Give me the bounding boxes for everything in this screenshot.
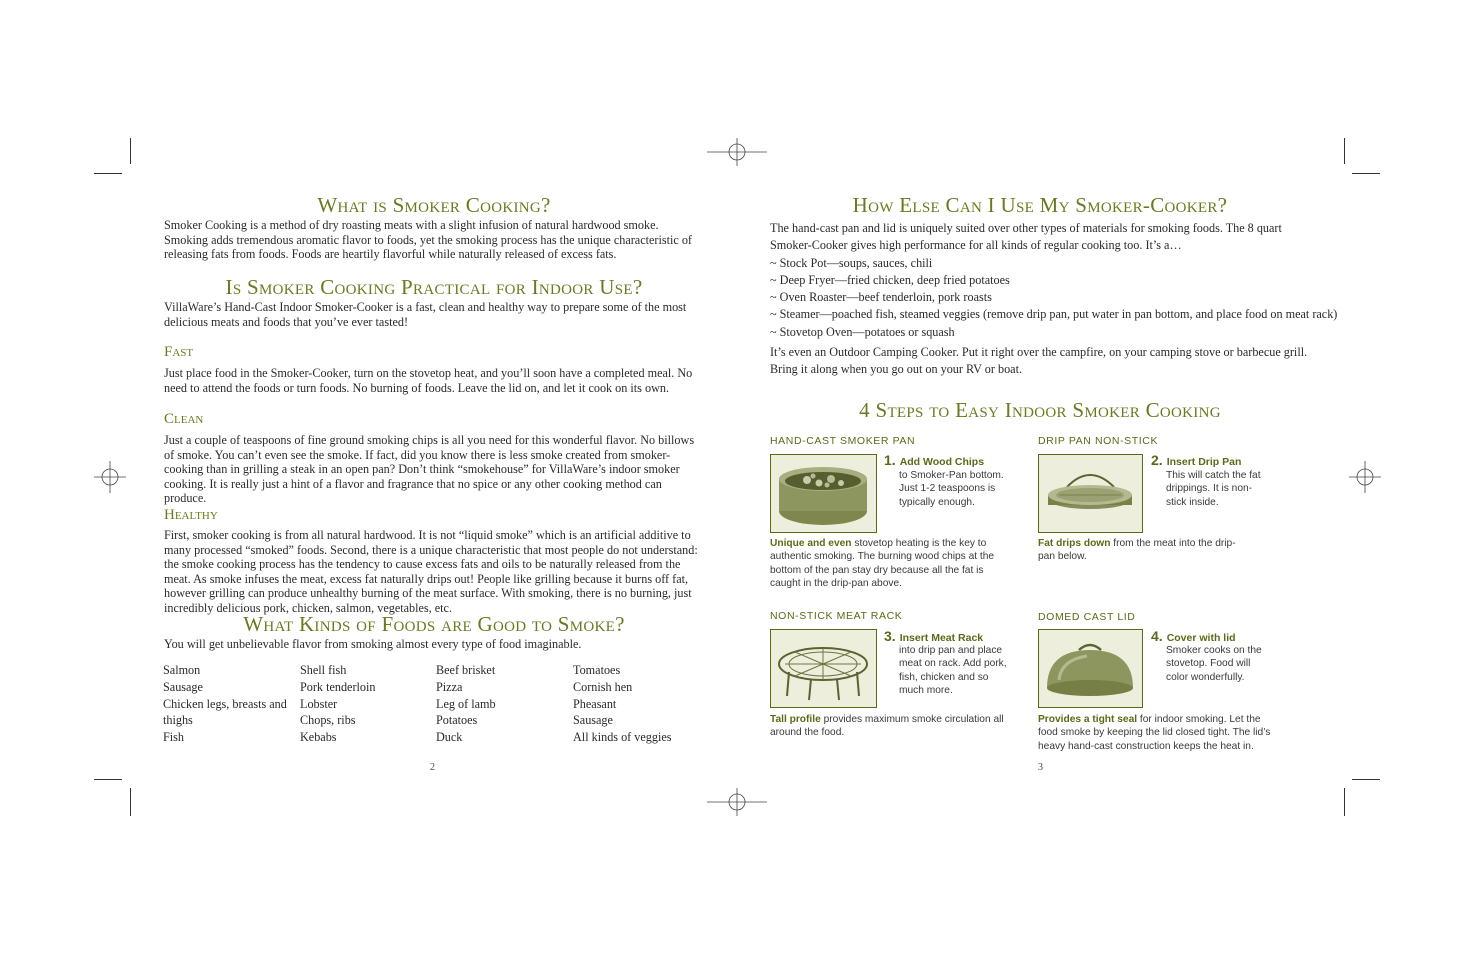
list-item: ~ Deep Fryer—fried chicken, deep fried potatoes: [770, 273, 1010, 287]
food-item: Shell fish: [300, 663, 347, 677]
food-item: Salmon: [163, 663, 201, 677]
caption-bold: Tall profile: [770, 714, 821, 725]
food-item: Potatoes: [436, 713, 478, 728]
food-item: Beef brisket: [436, 663, 496, 677]
step-number: 1.: [884, 452, 896, 468]
foods-column: [163, 662, 287, 746]
foods-column: [300, 662, 375, 746]
smoker-pan-icon: [771, 455, 876, 532]
foods-table: [163, 662, 703, 748]
food-item: Chicken legs, breasts and: [163, 696, 287, 711]
step-number: 4.: [1151, 628, 1163, 644]
food-item: Pheasant: [573, 696, 617, 711]
domed-lid-icon: [1039, 630, 1142, 707]
subheading-clean: Clean: [164, 411, 204, 427]
paragraph-foods: You will get unbelievable flavor from smoking almost every type of food imaginable.: [164, 637, 582, 651]
step-description: into drip pan and place meat on rack. Add pork, fish, chicken and so much more.: [899, 645, 1007, 697]
food-item: thighs: [163, 713, 193, 728]
step-heading: [884, 452, 984, 470]
food-item: Sausage: [573, 713, 613, 728]
subheading-healthy: Healthy: [164, 507, 218, 523]
heading-what-is-smoker-cooking: What is Smoker Cooking?: [317, 193, 551, 217]
paragraph-camping-line: It’s even an Outdoor Camping Cooker. Put it right over the campfire, on your camping stove or barbecue grill.: [770, 345, 1308, 359]
heading-four-steps: 4 Steps to Easy Indoor Smoker Cooking: [859, 398, 1221, 422]
step-label: NON-STICK MEAT RACK: [770, 610, 903, 622]
paragraph-camping-line: Bring it along when you go out on your RV or boat.: [770, 362, 1023, 376]
list-item: ~ Stovetop Oven—potatoes or squash: [770, 325, 955, 339]
food-item: Pizza: [436, 679, 463, 694]
registration-mark-bottom-icon: [707, 786, 767, 818]
registration-mark-left-icon: [94, 461, 126, 493]
step-title: Add Wood Chips: [899, 456, 985, 468]
page-number-right: 3: [1038, 762, 1043, 773]
paragraph-else-line: Smoker-Cooker gives high performance for all kinds of regular cooking too. It’s a…: [770, 238, 1182, 252]
meat-rack-icon: [771, 630, 876, 707]
drip-pan-icon: [1039, 455, 1142, 532]
food-item: Pork tenderloin: [300, 679, 376, 694]
caption-bold: Fat drips down: [1038, 538, 1111, 549]
smoker-pan-photo: [770, 454, 877, 533]
subheading-fast: Fast: [164, 344, 194, 360]
food-item: Fish: [163, 730, 185, 745]
paragraph-practical: VillaWare’s Hand-Cast Indoor Smoker-Cooker is a fast, clean and healthy way to prepare some of the most delicious meats and foods that you’ve ever tasted!: [164, 300, 687, 329]
step-description: to Smoker-Pan bottom. Just 1-2 teaspoons is typically enough.: [899, 470, 1004, 508]
food-item: Tomatoes: [573, 663, 621, 677]
paragraph-else-line: The hand-cast pan and lid is uniquely suited over other types of materials for smoking foods. The 8 quart: [770, 221, 1282, 235]
caption-bold: Unique and even: [770, 538, 852, 549]
foods-column: [573, 662, 672, 746]
paragraph-healthy: First, smoker cooking is from all natural hardwood. It is not “liquid smoke” which is an artificial additive to many processed “smoked” foods. Second, there is a unique characteristic that most people do not understand: the smoke cooking process has the tendency to cause excess fats and oils to be naturally released from the meat. As smoke infuses the meat, excess fat naturally drips out! People like grilling because it burns off fat, however grilling can produce unhealthy burning of the meat surface. With smoking, there is no burning, just incredibly delicious pork, chicken, salmon, vegetables, etc.: [164, 528, 698, 615]
food-item: Sausage: [163, 679, 203, 694]
step-description: This will catch the fat drippings. It is non-stick inside.: [1166, 470, 1261, 508]
step-heading: [1151, 452, 1241, 470]
food-item: Leg of lamb: [436, 696, 496, 711]
step-number: 2.: [1151, 452, 1163, 468]
paragraph-smoker-cooking: Smoker Cooking is a method of dry roasting meats with a slight infusion of natural hardwood smoke. Smoking adds tremendous aromatic flavor to foods, yet the smoking process has the unique characteristic of releasing fats from foods. Foods are heartily flavorful while naturally released of excess fats.: [164, 218, 692, 262]
step-title: Cover with lid: [1166, 632, 1236, 644]
step-label: HAND-CAST SMOKER PAN: [770, 435, 916, 447]
food-item: All kinds of veggies: [573, 730, 672, 745]
foods-column: [436, 662, 496, 746]
drip-pan-photo: [1038, 454, 1143, 533]
paragraph-fast: Just place food in the Smoker-Cooker, turn on the stovetop heat, and you’ll soon have a completed meal. No need to attend the foods or turn foods. No burning of foods. Leave the lid on, and let it cook on its own.: [164, 366, 693, 395]
heading-foods-to-smoke: What Kinds of Foods are Good to Smoke?: [243, 612, 625, 636]
step-caption: [770, 537, 1002, 591]
page-number-left: 2: [430, 762, 435, 773]
step-label: DRIP PAN NON-STICK: [1038, 435, 1159, 447]
step-description: Smoker cooks on the stovetop. Food will color wonderfully.: [1166, 645, 1262, 683]
list-item: ~ Oven Roaster—beef tenderloin, pork roasts: [770, 290, 992, 304]
heading-how-else: How Else Can I Use My Smoker-Cooker?: [852, 193, 1228, 217]
step-title: Insert Drip Pan: [1166, 456, 1242, 468]
step-title: Insert Meat Rack: [899, 632, 984, 644]
food-item: Duck: [436, 730, 463, 745]
caption-text: for indoor smoking. Let the food smoke by keeping the lid closed tight. The lid’s heavy hand-cast construction keeps the heat in.: [1038, 714, 1271, 752]
list-item: ~ Stock Pot—soups, sauces, chili: [770, 256, 933, 270]
caption-text: stovetop heating is the key to authentic smoking. The burning wood chips at the bottom of the pan stay dry because all the fat is caught in the drip-pan above.: [770, 538, 995, 590]
food-item: Kebabs: [300, 730, 337, 745]
paragraph-clean: Just a couple of teaspoons of fine ground smoking chips is all you need for this wonderful flavor. No billows of smoke. You can’t even see the smoke. If fact, did you know there is less smoke created from smoker-cooking than in grilling a steak in an open pan? Don’t think “smokehouse” for VillaWare’s indoor smoker cooking. It is really just a hint of a flavor and fragrance that no spice or any other cooking method can produce.: [164, 433, 695, 506]
step-number: 3.: [884, 628, 896, 644]
meat-rack-photo: [770, 629, 877, 708]
food-item: Cornish hen: [573, 679, 633, 694]
step-label: DOMED CAST LID: [1038, 611, 1136, 623]
step-caption: [1038, 537, 1238, 564]
list-item: ~ Steamer—poached fish, steamed veggies (remove drip pan, put water in pan bottom, and place food on meat rack): [770, 307, 1338, 321]
food-item: Lobster: [300, 696, 338, 711]
caption-bold: Provides a tight seal: [1038, 714, 1138, 725]
step-caption: [1038, 713, 1276, 753]
heading-practical-indoor: Is Smoker Cooking Practical for Indoor Use?: [225, 275, 643, 299]
caption-text: provides maximum smoke circulation all around the food.: [770, 714, 1004, 739]
food-item: Chops, ribs: [300, 713, 356, 728]
caption-text: from the meat into the drip-pan below.: [1038, 538, 1236, 563]
step-caption: [770, 713, 1020, 740]
domed-lid-photo: [1038, 629, 1143, 708]
registration-mark-top-icon: [707, 136, 767, 168]
registration-mark-right-icon: [1349, 461, 1381, 493]
